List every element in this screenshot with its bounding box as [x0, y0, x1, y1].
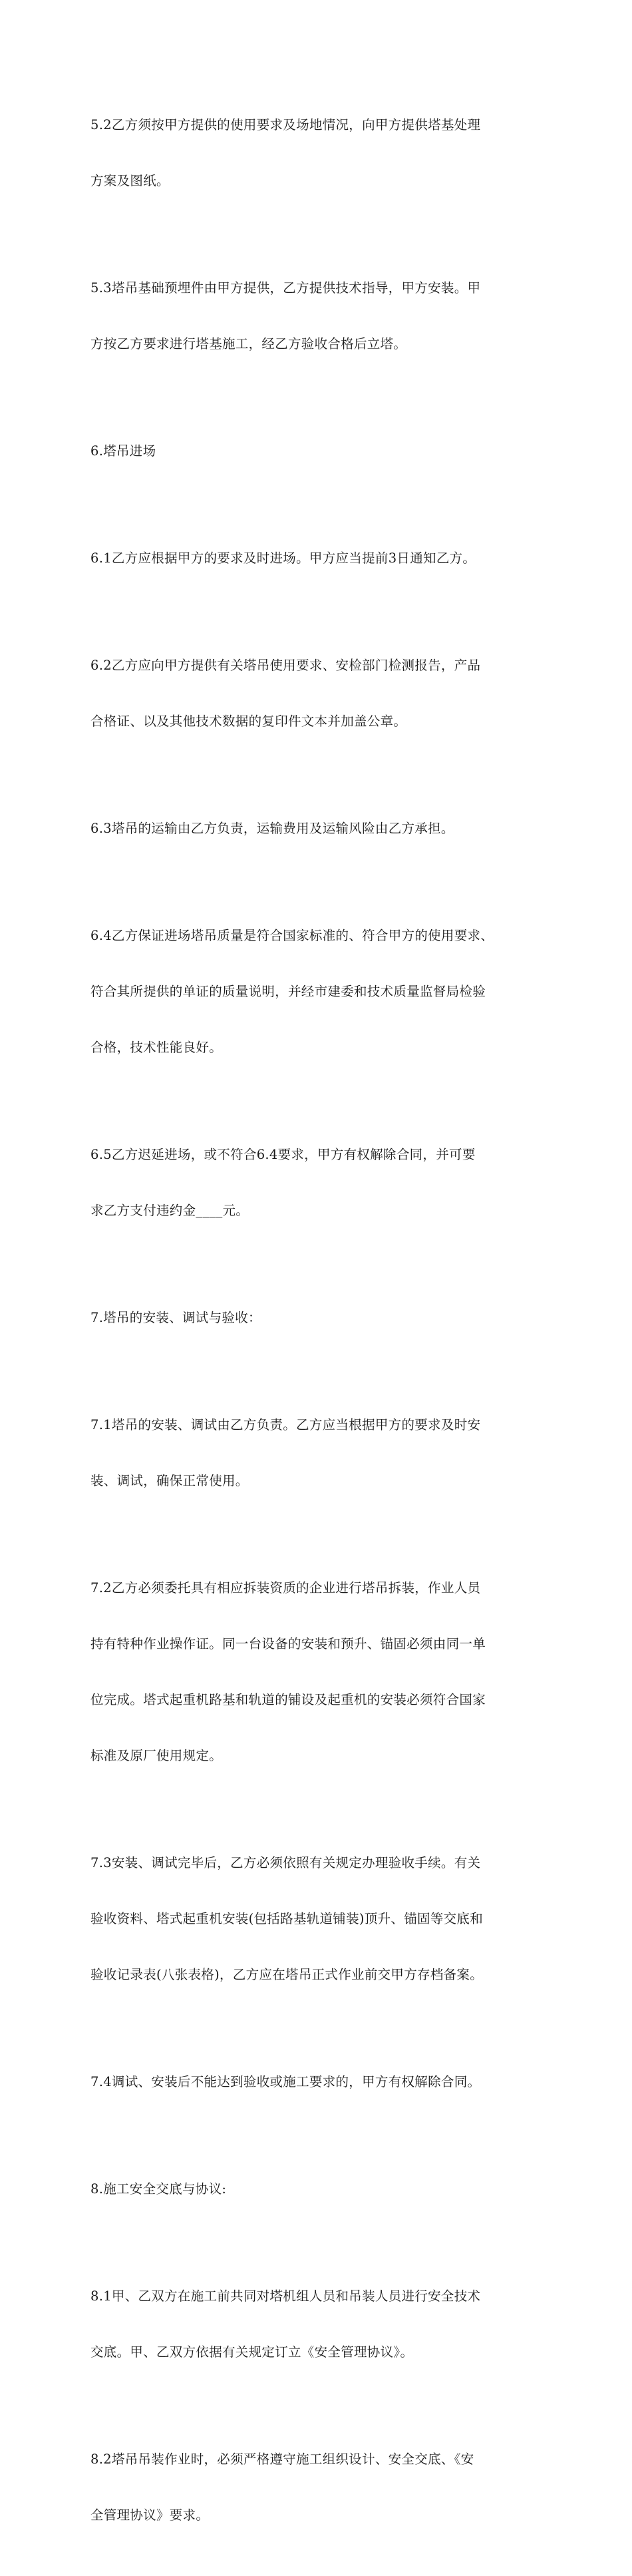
- text-line: 8.1甲、乙双方在施工前共同对塔机组人员和吊装人员进行安全技术: [90, 2288, 481, 2304]
- text-line: 5.3塔吊基础预埋件由甲方提供，乙方提供技术指导，甲方安装。甲: [90, 280, 481, 296]
- paragraph-7-2: [90, 1542, 543, 1803]
- text-line: 7.塔吊的安装、调试与验收：: [90, 1310, 261, 1325]
- paragraph-7-1: [90, 1379, 543, 1528]
- text-line: 方案及图纸。: [90, 173, 170, 188]
- section-heading-8: [90, 2143, 543, 2236]
- text-line: 符合其所提供的单证的质量说明，并经市建委和技术质量监督局检验: [90, 984, 486, 999]
- section-heading-6: [90, 405, 543, 498]
- paragraph-6-3: [90, 782, 543, 875]
- text-line: 7.1塔吊的安装、调试由乙方负责。乙方应当根据甲方的要求及时安: [90, 1417, 481, 1432]
- text-line: 方按乙方要求进行塔基施工，经乙方验收合格后立塔。: [90, 336, 407, 351]
- text-line: 6.2乙方应向甲方提供有关塔吊使用要求、安检部门检测报告，产品: [90, 658, 481, 673]
- text-line: 7.2乙方必须委托具有相应拆装资质的企业进行塔吊拆装，作业人员: [90, 1580, 481, 1596]
- text-line: 7.3安装、调试完毕后，乙方必须依照有关规定办理验收手续。有关: [90, 1855, 481, 1870]
- paragraph-5-3: [90, 242, 543, 391]
- text-line: 位完成。塔式起重机路基和轨道的铺设及起重机的安装必须符合国家: [90, 1692, 486, 1707]
- paragraph-6-4: [90, 889, 543, 1094]
- text-line: 6.4乙方保证进场塔吊质量是符合国家标准的、符合甲方的使用要求、: [90, 928, 494, 943]
- text-line: 标准及原厂使用规定。: [90, 1748, 223, 1763]
- text-line: 8.2塔吊吊装作业时，必须严格遵守施工组织设计、安全交底、《安: [90, 2452, 474, 2467]
- text-line: 6.5乙方迟延进场，或不符合6.4要求，甲方有权解除合同，并可要: [90, 1147, 476, 1162]
- text-line: 5.2乙方须按甲方提供的使用要求及场地情况，向甲方提供塔基处理: [90, 117, 481, 132]
- paragraph-6-5: [90, 1108, 543, 1257]
- paragraph-8-1: [90, 2250, 543, 2399]
- text-line: 验收资料、塔式起重机安装(包括路基轨道铺装)顶升、锚固等交底和: [90, 1911, 484, 1926]
- text-line: 7.4调试、安装后不能达到验收或施工要求的，甲方有权解除合同。: [90, 2074, 481, 2089]
- text-line: 合格证、以及其他技术数据的复印件文本并加盖公章。: [90, 714, 407, 729]
- text-line: 持有特种作业操作证。同一台设备的安装和预升、锚固必须由同一单: [90, 1636, 486, 1651]
- paragraph-7-3: [90, 1817, 543, 2022]
- section-heading-7: [90, 1271, 543, 1365]
- text-line: 8.施工安全交底与协议:: [90, 2181, 227, 2197]
- text-line: 验收记录表(八张表格)，乙方应在塔吊正式作业前交甲方存档备案。: [90, 1967, 484, 1982]
- document-page: [90, 79, 543, 2576]
- text-line: 6.3塔吊的运输由乙方负责，运输费用及运输风险由乙方承担。: [90, 821, 454, 836]
- paragraph-8-2: [90, 2413, 543, 2562]
- text-line: 装、调试，确保正常使用。: [90, 1473, 249, 1488]
- text-line: 交底。甲、乙双方依据有关规定订立《安全管理协议》。: [90, 2344, 414, 2360]
- paragraph-7-4: [90, 2036, 543, 2129]
- paragraph-6-2: [90, 619, 543, 768]
- text-line: 全管理协议》要求。: [90, 2507, 210, 2523]
- paragraph-5-2: [90, 79, 543, 228]
- text-line: 6.塔吊进场: [90, 443, 156, 459]
- text-line: 求乙方支付违约金____元。: [90, 1203, 249, 1218]
- text-line: 合格，技术性能良好。: [90, 1040, 223, 1055]
- paragraph-6-1: [90, 512, 543, 605]
- text-line: 6.1乙方应根据甲方的要求及时进场。甲方应当提前3日通知乙方。: [90, 550, 476, 566]
